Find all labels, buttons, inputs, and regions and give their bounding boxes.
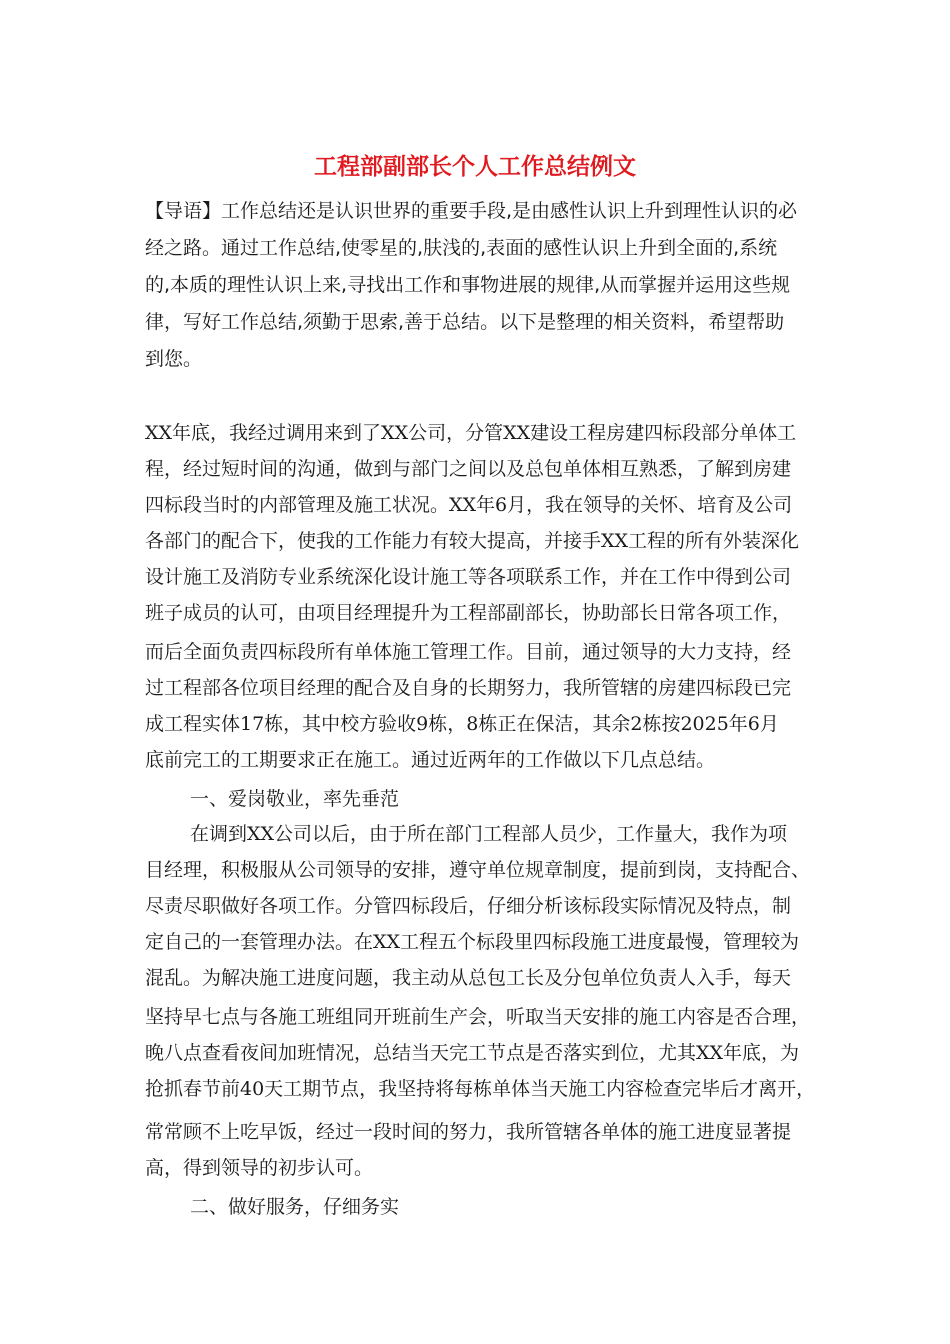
body-line: 程，经过短时间的沟通，做到与部门之间以及总包单体相互熟悉，了解到房建 (145, 458, 792, 480)
body-line: 四标段当时的内部管理及施工状况。XX年6月，我在领导的关怀、培育及公司 (145, 494, 793, 516)
section-line: 坚持早七点与各施工班组同开班前生产会，听取当天安排的施工内容是否合理， (145, 1006, 811, 1028)
intro-line: 【导语】工作总结还是认识世界的重要手段,是由感性认识上升到理性认识的必 (145, 200, 798, 222)
section-line: 尽责尽职做好各项工作。分管四标段后，仔细分析该标段实际情况及特点，制 (145, 895, 792, 917)
document-title: 工程部副部长个人工作总结例文 (314, 154, 636, 180)
body-line: 成工程实体17栋，其中校方验收9栋，8栋正在保洁，其余2栋按2025年6月 (145, 713, 779, 735)
section-line: 目经理，积极服从公司领导的安排，遵守单位规章制度，提前到岗，支持配合、 (145, 859, 811, 881)
section-heading: 二、做好服务，仔细务实 (190, 1196, 400, 1218)
intro-line: 的,本质的理性认识上来,寻找出工作和事物进展的规律,从而掌握并运用这些规 (145, 274, 791, 296)
intro-line: 到您。 (145, 348, 203, 370)
body-line: 班子成员的认可，由项目经理提升为工程部副部长，协助部长日常各项工作， (145, 602, 792, 624)
intro-line: 律，写好工作总结,须勤于思索,善于总结。以下是整理的相关资料，希望帮助 (145, 311, 785, 333)
body-line: 过工程部各位项目经理的配合及自身的长期努力，我所管辖的房建四标段已完 (145, 677, 792, 699)
intro-line: 经之路。通过工作总结,使零星的,肤浅的,表面的感性认识上升到全面的,系统 (145, 237, 778, 259)
section-line: 混乱。为解决施工进度问题，我主动从总包工长及分包单位负责人入手，每天 (145, 967, 792, 989)
section-line: 在调到XX公司以后，由于所在部门工程部人员少，工作量大，我作为项 (190, 823, 788, 845)
section-line: 常常顾不上吃早饭，经过一段时间的努力，我所管辖各单体的施工进度显著提 (145, 1121, 792, 1143)
section-line: 晚八点查看夜间加班情况，总结当天完工节点是否落实到位，尤其XX年底，为 (145, 1042, 800, 1064)
body-line: 各部门的配合下，使我的工作能力有较大提高，并接手XX工程的所有外装深化 (145, 530, 800, 552)
body-line: XX年底，我经过调用来到了XX公司，分管XX建设工程房建四标段部分单体工 (145, 422, 797, 444)
body-line: 设计施工及消防专业系统深化设计施工等各项联系工作，并在工作中得到公司 (145, 566, 792, 588)
body-line: 而后全面负责四标段所有单体施工管理工作。目前，通过领导的大力支持，经 (145, 641, 792, 663)
section-heading: 一、爱岗敬业，率先垂范 (190, 788, 400, 810)
section-line: 高，得到领导的初步认可。 (145, 1157, 374, 1179)
section-line: 定自己的一套管理办法。在XX工程五个标段里四标段施工进度最慢，管理较为 (145, 931, 800, 953)
section-line: 抢抓春节前40天工期节点，我坚持将每栋单体当天施工内容检查完毕后才离开， (145, 1078, 816, 1100)
body-line: 底前完工的工期要求正在施工。通过近两年的工作做以下几点总结。 (145, 749, 716, 771)
